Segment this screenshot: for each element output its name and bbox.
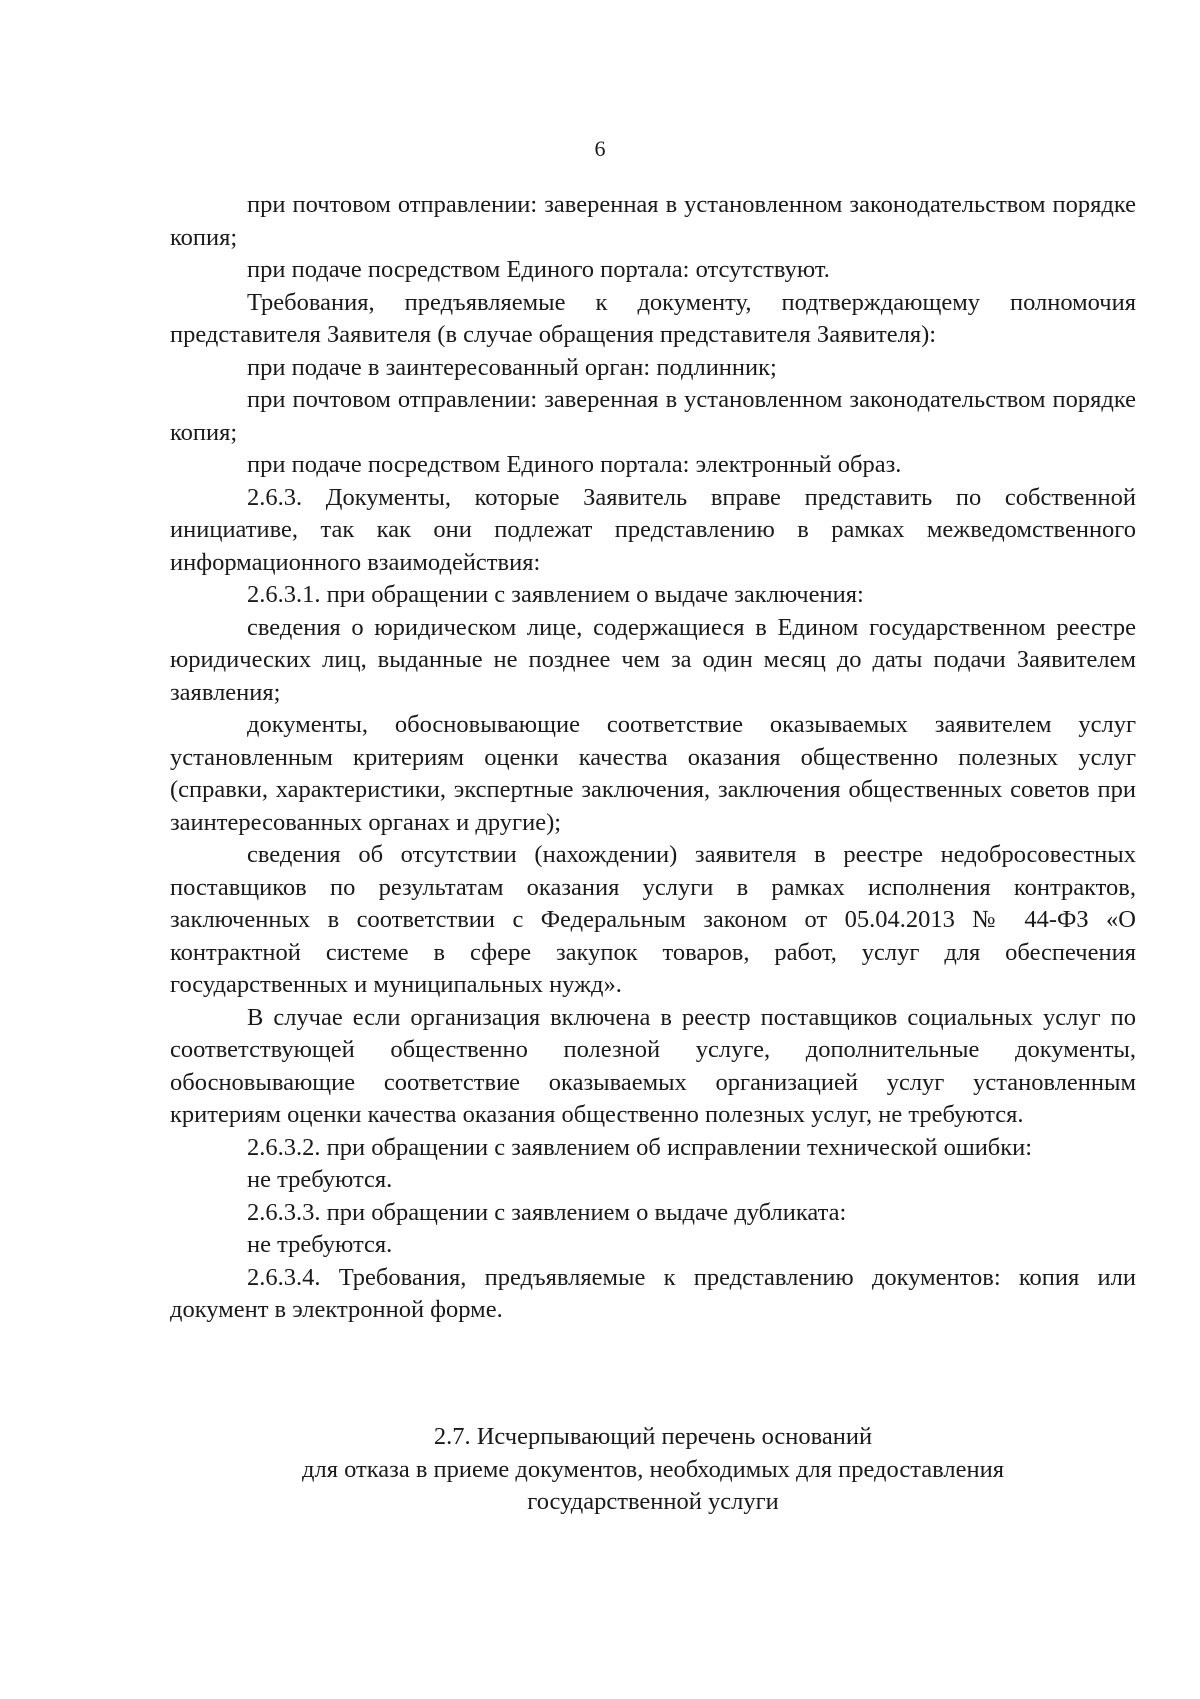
paragraph: 2.6.3.2. при обращении с заявлением об исправлении технической ошибки:: [247, 1133, 1033, 1161]
section-heading-line: для отказа в приеме документов, необходимых для предоставления: [302, 1455, 1004, 1483]
section-heading-line: 2.7. Исчерпывающий перечень оснований: [433, 1423, 873, 1450]
paragraph: 2.6.3.3. при обращении с заявлением о выдаче дубликата:: [247, 1198, 847, 1226]
paragraph: Требования, предъявляемые к документу, подтверждающему полномочия представителя Заявителя (в случае обращения представителя Заявителя):: [170, 288, 1136, 348]
paragraph: не требуются.: [247, 1231, 393, 1258]
paragraph: 2.6.3.4. Требования, предъявляемые к представлению документов: копия или документ в электронной форме.: [170, 1263, 1136, 1323]
paragraph: документы, обосновывающие соответствие оказываемых заявителем услуг установленным критериям оценки качества оказания общественно полезных услуг (справки, характеристики, экспертные заключения, заключения общественных советов при заинтересованных органах и другие);: [170, 711, 1136, 836]
paragraph: сведения об отсутствии (нахождении) заявителя в реестре недобросовестных поставщиков по результатам оказания услуги в рамках исполнения контрактов, заключенных в соответствии с Федеральным законом от 05.04.2013 № 44-ФЗ «О контрактной системе в сфере закупок товаров, работ, услуг для обеспечения государственных и муниципальных нужд».: [170, 841, 1136, 998]
paragraph: В случае если организация включена в реестр поставщиков социальных услуг по соответствующей общественно полезной услуге, дополнительные документы, обосновывающие соответствие оказываемых организацией услуг установленным критериям оценки качества оказания общественно полезных услуг, не требуются.: [170, 1003, 1136, 1128]
paragraph: при подаче в заинтересованный орган: подлинник;: [247, 353, 777, 381]
document-body: [170, 189, 1136, 1327]
paragraph: 2.6.3.1. при обращении с заявлением о выдаче заключения:: [247, 581, 864, 608]
page-number: 6: [594, 136, 606, 161]
paragraph: при подаче посредством Единого портала: электронный образ.: [247, 451, 902, 478]
paragraph: при почтовом отправлении: заверенная в установленном законодательством порядке копия;: [170, 386, 1136, 446]
section-heading: [170, 1421, 1136, 1519]
paragraph: при подаче посредством Единого портала: отсутствуют.: [247, 256, 830, 283]
paragraph: 2.6.3. Документы, которые Заявитель вправе представить по собственной инициативе, так как они подлежат представлению в рамках межведомственного информационного взаимодействия:: [170, 483, 1136, 576]
paragraph: сведения о юридическом лице, содержащиеся в Едином государственном реестре юридических лиц, выданные не позднее чем за один месяц до даты подачи Заявителем заявления;: [170, 613, 1136, 706]
paragraph: не требуются.: [247, 1166, 393, 1193]
section-heading-line: государственной услуги: [527, 1488, 779, 1515]
paragraph: при почтовом отправлении: заверенная в установленном законодательством порядке копия;: [170, 191, 1136, 251]
